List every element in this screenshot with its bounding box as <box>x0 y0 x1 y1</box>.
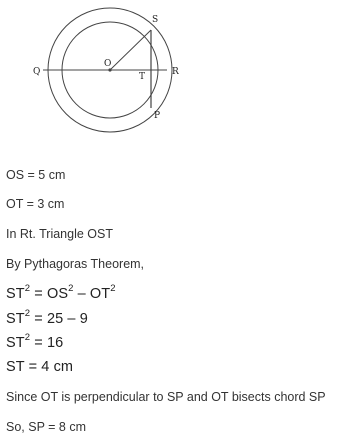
eq2-st: ST <box>6 311 25 327</box>
result-text: So, SP = 8 cm <box>6 420 87 434</box>
equation-4: ST = 4 cm <box>6 359 74 375</box>
eq2-rest: = 25 – 9 <box>30 311 88 327</box>
label-o: O <box>104 59 112 69</box>
eq1-os: = OS <box>30 286 69 302</box>
equation-2 <box>6 308 88 328</box>
eq1-st-exp: 2 <box>24 283 31 295</box>
eq1-ot-exp: 2 <box>110 283 116 295</box>
ot-length: OT = 3 cm <box>6 197 65 211</box>
eq2-st-exp: 2 <box>24 308 31 320</box>
os-length: OS = 5 cm <box>6 168 66 182</box>
triangle-heading: In Rt. Triangle OST <box>6 227 113 241</box>
conclusion-text: Since OT is perpendicular to SP and OT bisects chord SP <box>6 390 326 404</box>
label-t: T <box>139 72 146 82</box>
label-q: Q <box>33 67 41 77</box>
circle-diagram <box>0 0 351 170</box>
eq3-rest: = 16 <box>30 335 64 351</box>
eq3-st: ST <box>6 335 25 351</box>
label-s: S <box>152 15 159 25</box>
line-os <box>110 30 151 70</box>
equation-1 <box>6 283 116 303</box>
equation-3 <box>6 332 64 352</box>
eq3-st-exp: 2 <box>24 332 31 344</box>
eq1-ot: – OT <box>73 286 111 302</box>
pythagoras-heading: By Pythagoras Theorem, <box>6 257 145 271</box>
label-r: R <box>172 67 179 77</box>
eq1-st: ST <box>6 286 25 302</box>
eq1-os-exp: 2 <box>68 283 74 295</box>
label-p: P <box>154 111 161 121</box>
